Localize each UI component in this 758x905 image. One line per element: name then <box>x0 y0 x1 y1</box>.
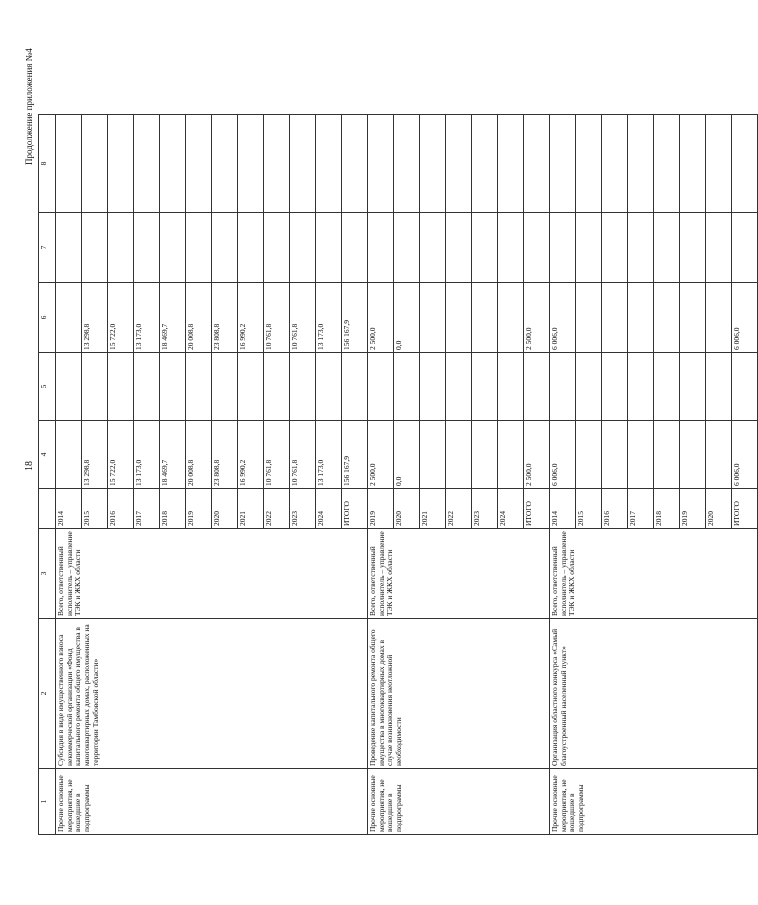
value-cell-4: 0,0 <box>394 421 420 489</box>
year-cell: 2024 <box>316 489 342 529</box>
year-cell: 2017 <box>628 489 654 529</box>
value-cell-7 <box>316 213 342 283</box>
year-cell: 2018 <box>654 489 680 529</box>
page-number: 18 <box>24 461 35 471</box>
table-row <box>550 115 576 835</box>
value-cell-4 <box>420 421 446 489</box>
activity-group-cell: Прочие основные мероприятия, не вошедшие в подпрограммы <box>368 769 550 835</box>
value-cell-8 <box>82 115 108 213</box>
value-cell-8 <box>524 115 550 213</box>
value-cell-6: 6 006,0 <box>732 283 758 353</box>
value-cell-7 <box>290 213 316 283</box>
year-cell: 2015 <box>82 489 108 529</box>
value-cell-7 <box>602 213 628 283</box>
value-cell-8 <box>446 115 472 213</box>
year-cell: 2022 <box>264 489 290 529</box>
value-cell-8 <box>472 115 498 213</box>
column-number-row <box>39 115 56 835</box>
year-cell: 2017 <box>134 489 160 529</box>
budget-table <box>38 114 758 835</box>
value-cell-6: 2 500,0 <box>368 283 394 353</box>
value-cell-5 <box>368 353 394 421</box>
executor-cell: Всего, ответственный исполнитель – управление ТЭК и ЖКХ области <box>550 529 758 619</box>
value-cell-5 <box>290 353 316 421</box>
value-cell-7 <box>420 213 446 283</box>
year-cell: ИТОГО <box>342 489 368 529</box>
value-cell-4: 6 006,0 <box>550 421 576 489</box>
value-cell-5 <box>472 353 498 421</box>
value-cell-7 <box>212 213 238 283</box>
value-cell-6 <box>680 283 706 353</box>
value-cell-8 <box>160 115 186 213</box>
value-cell-6: 0,0 <box>394 283 420 353</box>
value-cell-5 <box>238 353 264 421</box>
year-cell: 2019 <box>186 489 212 529</box>
column-header-5: 5 <box>39 353 56 421</box>
activity-group-cell: Прочие основные мероприятия, не вошедшие в подпрограммы <box>550 769 758 835</box>
value-cell-7 <box>550 213 576 283</box>
value-cell-4 <box>654 421 680 489</box>
value-cell-4: 15 722,0 <box>108 421 134 489</box>
value-cell-7 <box>680 213 706 283</box>
activity-group-cell: Прочие основные мероприятия, не вошедшие в подпрограммы <box>56 769 368 835</box>
value-cell-4 <box>602 421 628 489</box>
value-cell-4: 2 500,0 <box>524 421 550 489</box>
year-cell: 2016 <box>602 489 628 529</box>
year-cell: ИТОГО <box>732 489 758 529</box>
value-cell-7 <box>524 213 550 283</box>
value-cell-8 <box>654 115 680 213</box>
value-cell-6 <box>706 283 732 353</box>
value-cell-7 <box>186 213 212 283</box>
value-cell-5 <box>82 353 108 421</box>
value-cell-8 <box>290 115 316 213</box>
value-cell-8 <box>576 115 602 213</box>
value-cell-5 <box>264 353 290 421</box>
year-cell: ИТОГО <box>524 489 550 529</box>
column-header-year <box>39 489 56 529</box>
year-cell: 2020 <box>394 489 420 529</box>
value-cell-4 <box>446 421 472 489</box>
year-cell: 2021 <box>238 489 264 529</box>
value-cell-7 <box>472 213 498 283</box>
column-header-7: 7 <box>39 213 56 283</box>
value-cell-8 <box>56 115 82 213</box>
value-cell-6: 23 808,8 <box>212 283 238 353</box>
value-cell-7 <box>576 213 602 283</box>
value-cell-5 <box>160 353 186 421</box>
value-cell-5 <box>602 353 628 421</box>
value-cell-7 <box>394 213 420 283</box>
value-cell-5 <box>576 353 602 421</box>
value-cell-8 <box>706 115 732 213</box>
value-cell-6 <box>498 283 524 353</box>
year-cell: 2022 <box>446 489 472 529</box>
year-cell: 2014 <box>550 489 576 529</box>
value-cell-6 <box>628 283 654 353</box>
value-cell-5 <box>680 353 706 421</box>
value-cell-5 <box>732 353 758 421</box>
value-cell-7 <box>368 213 394 283</box>
activity-name-cell: Проведение капитального ремонта общего имущества в многоквартирных домах в случае возникновения неотложной необходимости <box>368 619 550 769</box>
appendix-continuation-note: Продолжение приложения №4 <box>24 48 34 165</box>
column-header-1: 1 <box>39 769 56 835</box>
value-cell-5 <box>420 353 446 421</box>
table-row <box>56 115 82 835</box>
value-cell-4: 2 500,0 <box>368 421 394 489</box>
value-cell-6 <box>576 283 602 353</box>
value-cell-6: 15 722,0 <box>108 283 134 353</box>
value-cell-4: 23 808,8 <box>212 421 238 489</box>
value-cell-8 <box>550 115 576 213</box>
year-cell: 2018 <box>160 489 186 529</box>
value-cell-5 <box>446 353 472 421</box>
value-cell-7 <box>706 213 732 283</box>
table-row <box>368 115 394 835</box>
value-cell-4 <box>706 421 732 489</box>
column-header-4: 4 <box>39 421 56 489</box>
value-cell-6: 2 500,0 <box>524 283 550 353</box>
year-cell: 2019 <box>680 489 706 529</box>
value-cell-5 <box>706 353 732 421</box>
value-cell-5 <box>342 353 368 421</box>
value-cell-6: 13 173,0 <box>134 283 160 353</box>
column-header-6: 6 <box>39 283 56 353</box>
table-body <box>39 115 758 835</box>
value-cell-6: 13 173,0 <box>316 283 342 353</box>
value-cell-6 <box>654 283 680 353</box>
value-cell-5 <box>186 353 212 421</box>
year-cell: 2021 <box>420 489 446 529</box>
value-cell-5 <box>550 353 576 421</box>
value-cell-6: 16 990,2 <box>238 283 264 353</box>
value-cell-5 <box>524 353 550 421</box>
value-cell-8 <box>420 115 446 213</box>
value-cell-8 <box>238 115 264 213</box>
value-cell-4: 18 469,7 <box>160 421 186 489</box>
value-cell-8 <box>134 115 160 213</box>
value-cell-4 <box>498 421 524 489</box>
value-cell-4: 13 173,0 <box>316 421 342 489</box>
value-cell-7 <box>342 213 368 283</box>
value-cell-6 <box>56 283 82 353</box>
value-cell-5 <box>212 353 238 421</box>
executor-cell: Всего, ответственный исполнитель – управление ТЭК и ЖКХ области <box>368 529 550 619</box>
executor-cell: Всего, ответственный исполнитель – управление ТЭК и ЖКХ области <box>56 529 368 619</box>
value-cell-7 <box>238 213 264 283</box>
value-cell-4 <box>628 421 654 489</box>
year-cell: 2016 <box>108 489 134 529</box>
value-cell-5 <box>654 353 680 421</box>
value-cell-8 <box>394 115 420 213</box>
value-cell-7 <box>160 213 186 283</box>
value-cell-4 <box>576 421 602 489</box>
value-cell-4 <box>56 421 82 489</box>
value-cell-4: 13 173,0 <box>134 421 160 489</box>
value-cell-4: 13 298,8 <box>82 421 108 489</box>
value-cell-8 <box>316 115 342 213</box>
value-cell-6: 10 761,8 <box>264 283 290 353</box>
value-cell-5 <box>108 353 134 421</box>
value-cell-7 <box>82 213 108 283</box>
value-cell-8 <box>680 115 706 213</box>
value-cell-7 <box>264 213 290 283</box>
value-cell-6 <box>420 283 446 353</box>
value-cell-8 <box>108 115 134 213</box>
value-cell-6 <box>472 283 498 353</box>
value-cell-8 <box>186 115 212 213</box>
value-cell-5 <box>498 353 524 421</box>
value-cell-4: 10 761,8 <box>264 421 290 489</box>
year-cell: 2014 <box>56 489 82 529</box>
column-header-8: 8 <box>39 115 56 213</box>
value-cell-8 <box>368 115 394 213</box>
value-cell-4: 6 006,0 <box>732 421 758 489</box>
value-cell-7 <box>654 213 680 283</box>
year-cell: 2023 <box>472 489 498 529</box>
column-header-2: 2 <box>39 619 56 769</box>
value-cell-4: 10 761,8 <box>290 421 316 489</box>
value-cell-8 <box>264 115 290 213</box>
value-cell-8 <box>212 115 238 213</box>
value-cell-8 <box>498 115 524 213</box>
value-cell-7 <box>446 213 472 283</box>
value-cell-6: 10 761,8 <box>290 283 316 353</box>
year-cell: 2024 <box>498 489 524 529</box>
value-cell-5 <box>316 353 342 421</box>
value-cell-7 <box>134 213 160 283</box>
value-cell-6 <box>602 283 628 353</box>
value-cell-7 <box>56 213 82 283</box>
value-cell-5 <box>134 353 160 421</box>
year-cell: 2019 <box>368 489 394 529</box>
value-cell-8 <box>602 115 628 213</box>
value-cell-6: 18 469,7 <box>160 283 186 353</box>
value-cell-6 <box>446 283 472 353</box>
value-cell-8 <box>342 115 368 213</box>
value-cell-5 <box>628 353 654 421</box>
value-cell-5 <box>56 353 82 421</box>
value-cell-7 <box>628 213 654 283</box>
year-cell: 2023 <box>290 489 316 529</box>
value-cell-5 <box>394 353 420 421</box>
value-cell-4: 16 990,2 <box>238 421 264 489</box>
activity-name-cell: Субсидия в виде имущественного взноса некоммерческой организации «Фонд капитального ремонта общего имущества в многоквартирных домах, расположенных на территории Тамбовской области» <box>56 619 368 769</box>
activity-name-cell: Организация областного конкурса «Самый благоустроенный населенный пункт» <box>550 619 758 769</box>
value-cell-7 <box>732 213 758 283</box>
value-cell-4: 20 008,8 <box>186 421 212 489</box>
value-cell-8 <box>628 115 654 213</box>
year-cell: 2020 <box>706 489 732 529</box>
value-cell-6: 13 298,8 <box>82 283 108 353</box>
year-cell: 2020 <box>212 489 238 529</box>
value-cell-4 <box>472 421 498 489</box>
value-cell-6: 6 006,0 <box>550 283 576 353</box>
column-header-3: 3 <box>39 529 56 619</box>
value-cell-4 <box>680 421 706 489</box>
year-cell: 2015 <box>576 489 602 529</box>
value-cell-7 <box>108 213 134 283</box>
value-cell-6: 20 008,8 <box>186 283 212 353</box>
value-cell-4: 156 167,9 <box>342 421 368 489</box>
value-cell-6: 156 167,9 <box>342 283 368 353</box>
value-cell-8 <box>732 115 758 213</box>
value-cell-7 <box>498 213 524 283</box>
